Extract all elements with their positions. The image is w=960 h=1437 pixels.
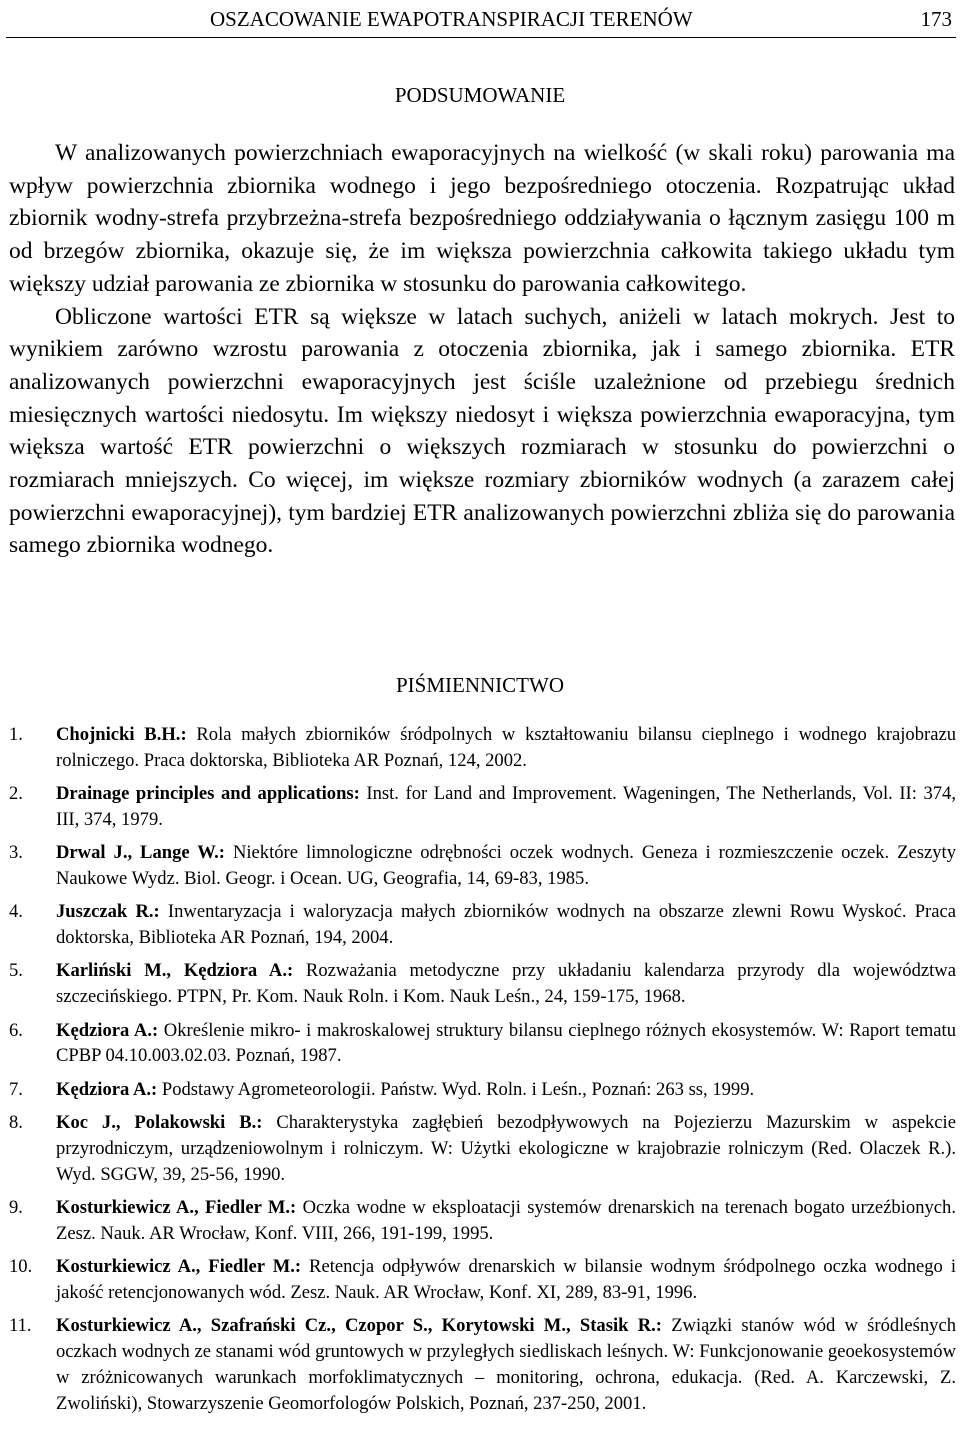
reference-entry [56,1254,956,1306]
reference-text: Określenie mikro- i makroskalowej struktury bilansu cieplnego różnych ekosystemów. W: Raport tematu CPBP 04.10.003.02.03. Poznań, 1987. [56,1019,956,1067]
reference-number: 11. [9,1315,32,1337]
reference-authors: Kędziora A.: [56,1078,158,1100]
reference-item [9,1018,956,1070]
reference-text: Podstawy Agrometeorologii. Państw. Wyd. Roln. i Leśn., Poznań: 263 ss, 1999. [157,1078,755,1100]
summary-heading: PODSUMOWANIE [394,83,566,107]
reference-authors: Kosturkiewicz A., Fiedler M.: [56,1196,297,1218]
reference-number: 4. [9,901,23,923]
reference-authors: Karliński M., Kędziora A.: [56,960,294,982]
reference-number: 8. [9,1111,23,1133]
reference-text: Oczka wodne w eksploatacji systemów drenarskich na terenach bogato urzeźbionych. Zesz. Nauk. AR Wrocław, Konf. VIII, 266, 191-199, 1995. [56,1196,956,1244]
summary-paragraph: W analizowanych powierzchniach ewaporacyjnych na wielkość (w skali roku) parowania ma wpływ powierzchnia zbiornika wodnego i jego bezpośredniego otoczenia. Rozpatrując układ zbiornik wodny-strefa przybrzeżna-strefa bezpośredniego oddziaływania o łącznym zasięgu 100 m od brzegów zbiornika, okazuje się, że im większa powierzchnia całkowita takiego układu tym większy udział parowania ze zbiornika w stosunku do parowania całkowitego. [9,140,955,297]
reference-entry [56,1077,956,1103]
summary-body [9,137,955,562]
reference-entry [56,1110,956,1188]
reference-text: Rozważania metodyczne przy układaniu kalendarza przyrody dla województwa szczecińskiego. PTPN, Pr. Kom. Nauk Roln. i Kom. Nauk Leśn., 24, 159-175, 1968. [56,960,956,1008]
reference-item [9,1110,956,1188]
reference-entry [56,781,956,833]
reference-entry [56,722,956,774]
reference-entry [56,840,956,892]
summary-paragraph: Obliczone wartości ETR są większe w latach suchych, aniżeli w latach mokrych. Jest to wynikiem zarówno wzrostu parowania z otoczenia zbiornika, jak i samego zbiornika. ETR analizowanych powierzchni ewaporacyjnych jest ściśle uzależnione od przebiegu średnich miesięcznych wartości niedosytu. Im większy niedosyt i większa powierzchnia ewaporacyjna, tym większa wartość ETR powierzchni o większych rozmiarach w stosunku do powierzchni o rozmiarach mniejszych. Co więcej, im większe rozmiary zbiorników wodnych (a zarazem całej powierzchni ewaporacyjnej), tym bardziej ETR analizowanych powierzchni zbliża się do parowania samego zbiornika wodnego. [9,303,955,559]
reference-text: Związki stanów wód w śródleśnych oczkach wodnych ze stanami wód gruntowych w przyległych siedliskach leśnych. W: Funkcjonowanie geoekosystemów w zróżnicowanych warunkach morfoklimatycznych – monitoring, ochrona, edukacja. (Red. A. Karczewski, Z. Zwoliński), Stowarzyszenie Geomorfologów Polskich, Poznań, 237-250, 2001. [56,1315,957,1414]
reference-authors: Drainage principles and applications: [56,783,360,805]
reference-authors: Juszczak R.: [56,901,160,923]
reference-number: 7. [9,1078,23,1100]
reference-text: Niektóre limnologiczne odrębności oczek wodnych. Geneza i rozmieszczenie oczek. Zeszyty Naukowe Wydz. Biol. Geogr. i Ocean. UG, Geografia, 14, 69-83, 1985. [56,842,956,890]
reference-item [9,1077,956,1103]
reference-list [9,722,956,1424]
running-title: OSZACOWANIE EWAPOTRANSPIRACJI TERENÓW [210,7,693,31]
reference-item [9,1195,956,1247]
reference-item [9,1254,956,1306]
reference-number: 3. [9,842,23,864]
reference-authors: Kosturkiewicz A., Fiedler M.: [56,1255,302,1277]
reference-number: 2. [9,783,23,805]
reference-authors: Kosturkiewicz A., Szafrański Cz., Czopor S., Korytowski M., Stasik R.: [56,1315,662,1337]
reference-text: Retencja odpływów drenarskich w bilansie wodnym śródpolnego oczka wodnego i jakość retencjonowanych wód. Zesz. Nauk. AR Wrocław, Konf. XI, 289, 83-91, 1996. [56,1255,956,1303]
reference-item [9,958,956,1010]
reference-entry [56,1313,956,1417]
reference-item [9,840,956,892]
reference-authors: Drwal J., Lange W.: [56,842,225,864]
reference-authors: Chojnicki B.H.: [56,724,187,745]
reference-text: Charakterystyka zagłębień bezodpływowych na Pojezierzu Mazurskim w aspekcie przyrodniczym, urządzeniowolnym i rolniczym. W: Użytki ekologiczne w krajobrazie rolniczym (Red. Olaczek R.). Wyd. SGGW, 39, 25-56, 1990. [56,1111,956,1185]
reference-item [9,781,956,833]
reference-entry [56,1195,956,1247]
reference-number: 1. [9,724,23,745]
reference-text: Inwentaryzacja i waloryzacja małych zbiorników wodnych na obszarze zlewni Rowu Wyskoć. Praca doktorska, Biblioteka AR Poznań, 194, 2004. [56,901,957,949]
reference-text: Rola małych zbiorników śródpolnych w kształtowaniu bilansu cieplnego i wodnego krajobrazu rolniczego. Praca doktorska, Biblioteka AR Poznań, 124, 2002. [56,724,956,771]
reference-number: 5. [9,960,23,982]
reference-item [9,899,956,951]
reference-authors: Kędziora A.: [56,1019,159,1041]
running-header [0,6,956,32]
reference-text: Inst. for Land and Improvement. Wageningen, The Netherlands, Vol. II: 374, III, 374, 1979. [56,783,956,831]
header-rule [6,37,956,38]
reference-item [9,1313,956,1417]
references-heading: PIŚMIENNICTWO [396,673,564,697]
reference-entry [56,899,956,951]
page-number: 173 [920,7,952,31]
reference-authors: Koc J., Polakowski B.: [56,1111,263,1133]
reference-number: 6. [9,1019,23,1041]
reference-entry [56,958,956,1010]
reference-item [9,722,956,774]
reference-number: 10. [9,1255,33,1277]
reference-number: 9. [9,1196,23,1218]
reference-entry [56,1018,956,1070]
